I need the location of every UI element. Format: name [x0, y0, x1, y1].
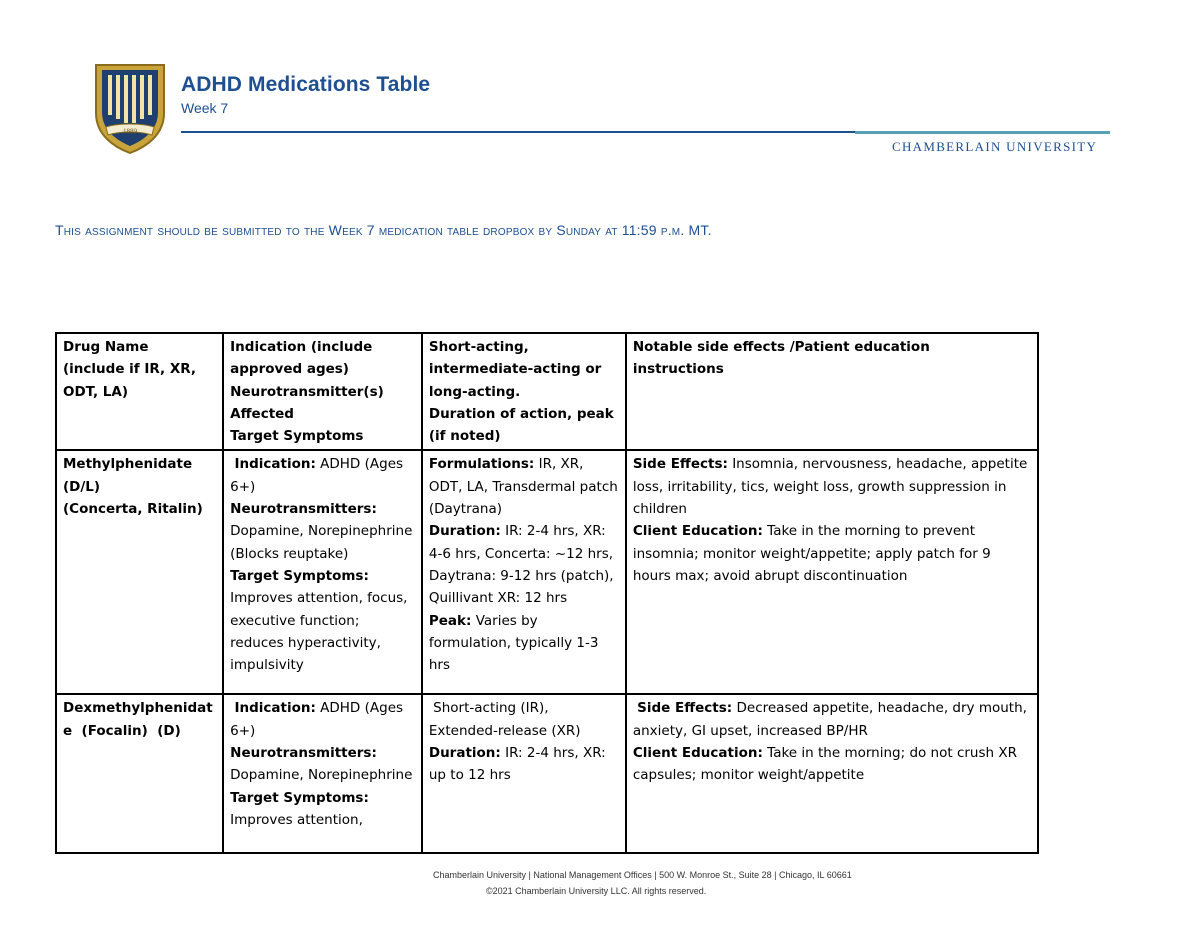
cell-duration: Formulations: IR, XR, ODT, LA, Transdermal patch (Daytrana) Duration: IR: 2-4 hrs, XR: 4-6 hrs, Concerta: ~12 hrs, Daytrana: 9-12 hrs (patch), Quillivant XR: 12 hrs Peak: Varies by formulation, typically 1-3 hrs [422, 450, 626, 694]
university-crest-logo [94, 63, 166, 155]
cell-indication: Indication: ADHD (Ages 6+) Neurotransmitters: Dopamine, Norepinephrine Target Symptoms: Improves attention, [223, 694, 422, 853]
table-header-row [56, 333, 1038, 450]
footer-address: Chamberlain University | National Management Offices | 500 W. Monroe St., Suite 28 | Chicago, IL 60661 [433, 870, 852, 880]
header-rule-accent [855, 131, 1110, 134]
cell-indication: Indication: ADHD (Ages 6+) Neurotransmitters: Dopamine, Norepinephrine (Blocks reuptake) Target Symptoms: Improves attention, focus, executive function; reduces hyperactivity, impulsivity [223, 450, 422, 694]
table-row [56, 694, 1038, 853]
document-title: ADHD Medications Table [181, 73, 431, 96]
header-cell-side-effects: Notable side effects /Patient education instructions [626, 333, 1038, 450]
header-cell-drug-name: Drug Name (include if IR, XR, ODT, LA) [56, 333, 223, 450]
submission-notice: This assignment should be submitted to the Week 7 medication table dropbox by Sunday at 11:59 p.m. MT. [55, 222, 712, 238]
cell-duration: Short-acting (IR), Extended-release (XR) Duration: IR: 2-4 hrs, XR: up to 12 hrs [422, 694, 626, 853]
header-cell-indication: Indication (include approved ages) Neurotransmitter(s) Affected Target Symptoms [223, 333, 422, 450]
footer-copyright: ©2021 Chamberlain University LLC. All rights reserved. [486, 886, 707, 896]
cell-drug-name: Dexmethylphenidat e (Focalin) (D) [56, 694, 223, 853]
cell-side-effects: Side Effects: Decreased appetite, headache, dry mouth, anxiety, GI upset, increased BP/HR Client Education: Take in the morning; do not crush XR capsules; monitor weight/appetite [626, 694, 1038, 853]
table-row [56, 450, 1038, 694]
medications-table [55, 332, 1039, 854]
cell-side-effects: Side Effects: Insomnia, nervousness, headache, appetite loss, irritability, tics, weight loss, growth suppression in children Client Education: Take in the morning to prevent insomnia; monitor weight/appetite; apply patch for 9 hours max; avoid abrupt discontinuation [626, 450, 1038, 694]
cell-drug-name: Methylphenidate (D/L) (Concerta, Ritalin) [56, 450, 223, 694]
document-week: Week 7 [181, 100, 229, 116]
university-wordmark: CHAMBERLAIN UNIVERSITY [892, 139, 1098, 154]
header-cell-duration: Short-acting, intermediate-acting or long-acting. Duration of action, peak (if noted) [422, 333, 626, 450]
crest-year: 1889 [123, 127, 137, 136]
